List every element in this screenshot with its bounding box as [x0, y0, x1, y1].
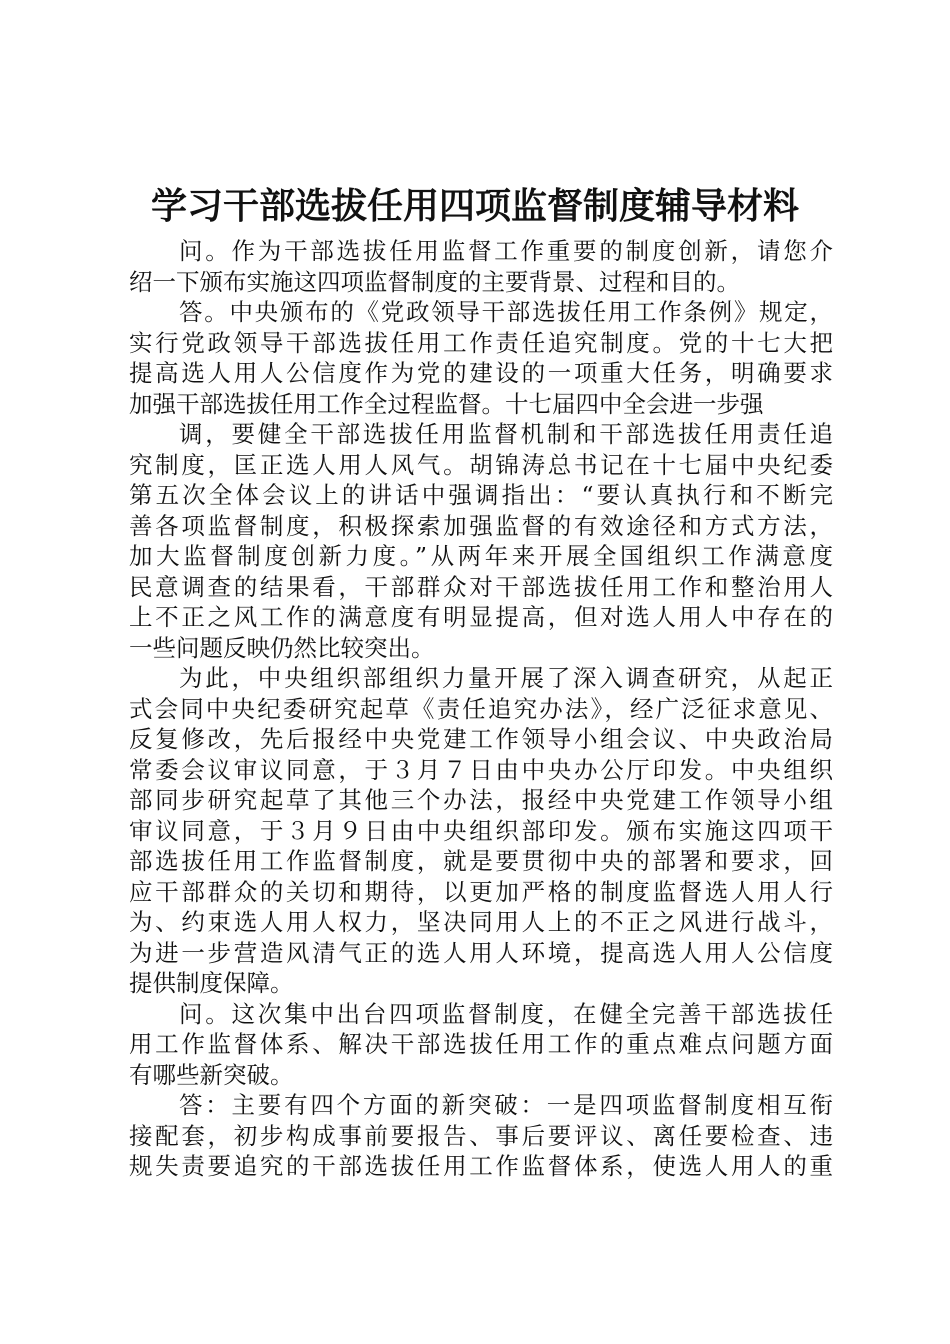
- text-line: 用工作监督体系、解决干部选拔任用工作的重点难点问题方面: [129, 1030, 833, 1058]
- text-line: 部选拔任用工作监督制度，就是要贯彻中央的部署和要求，回: [129, 847, 833, 875]
- text-line: 答：主要有四个方面的新突破：一是四项监督制度相互衔: [179, 1091, 833, 1119]
- text-line: 问。这次集中出台四项监督制度，在健全完善干部选拔任: [179, 999, 833, 1028]
- text-line: 加大监督制度创新力度。”从两年来开展全国组织工作满意度: [129, 542, 833, 570]
- text-line: 为此，中央组织部组织力量开展了深入调查研究，从起正: [179, 664, 833, 692]
- document-title: 学习干部选拔任用四项监督制度辅导材料: [150, 186, 799, 227]
- text-line: 调，要健全干部选拔任用监督机制和干部选拔任用责任追: [179, 420, 833, 448]
- text-line: 善各项监督制度，积极探索加强监督的有效途径和方式方法，: [129, 511, 833, 540]
- text-line: 一些问题反映仍然比较突出。: [129, 633, 435, 662]
- text-line: 审议同意，于３月９日由中央组织部印发。颁布实施这四项干: [129, 816, 833, 845]
- text-line: 提高选人用人公信度作为党的建设的一项重大任务，明确要求: [129, 359, 833, 387]
- text-line: 答。中央颁布的《党政领导干部选拔任用工作条例》规定，: [179, 298, 833, 326]
- text-line: 第五次全体会议上的讲话中强调指出：“要认真执行和不断完: [129, 481, 833, 509]
- text-line: 绍一下颁布实施这四项监督制度的主要背景、过程和目的。: [129, 267, 740, 296]
- document-body: [129, 236, 833, 1182]
- text-line: 为进一步营造风清气正的选人用人环境，提高选人用人公信度: [129, 938, 833, 967]
- text-line: 为、约束选人用人权力，坚决同用人上的不正之风进行战斗，: [129, 908, 833, 936]
- text-line: 问。作为干部选拔任用监督工作重要的制度创新，请您介: [179, 237, 833, 265]
- text-line: 究制度，匡正选人用人风气。胡锦涛总书记在十七届中央纪委: [129, 450, 833, 479]
- text-line: 应干部群众的关切和期待，以更加严格的制度监督选人用人行: [129, 877, 833, 906]
- text-line: 民意调查的结果看，干部群众对干部选拔任用工作和整治用人: [129, 572, 833, 601]
- text-line: 反复修改，先后报经中央党建工作领导小组会议、中央政治局: [129, 725, 833, 753]
- text-line: 实行党政领导干部选拔任用工作责任追究制度。党的十七大把: [129, 328, 833, 357]
- text-line: 规失责要追究的干部选拔任用工作监督体系，使选人用人的重: [129, 1152, 833, 1180]
- text-line: 加强干部选拔任用工作全过程监督。十七届四中全会进一步强: [129, 389, 764, 418]
- text-line: 式会同中央纪委研究起草《责任追究办法》，经广泛征求意见、: [129, 694, 833, 723]
- text-line: 常委会议审议同意，于３月７日由中央办公厅印发。中央组织: [129, 755, 833, 784]
- text-line: 部同步研究起草了其他三个办法，报经中央党建工作领导小组: [129, 786, 833, 814]
- text-line: 上不正之风工作的满意度有明显提高，但对选人用人中存在的: [129, 603, 833, 631]
- text-line: 提供制度保障。: [129, 969, 294, 997]
- text-line: 有哪些新突破。: [129, 1060, 294, 1089]
- text-line: 接配套，初步构成事前要报告、事后要评议、离任要检查、违: [129, 1121, 833, 1150]
